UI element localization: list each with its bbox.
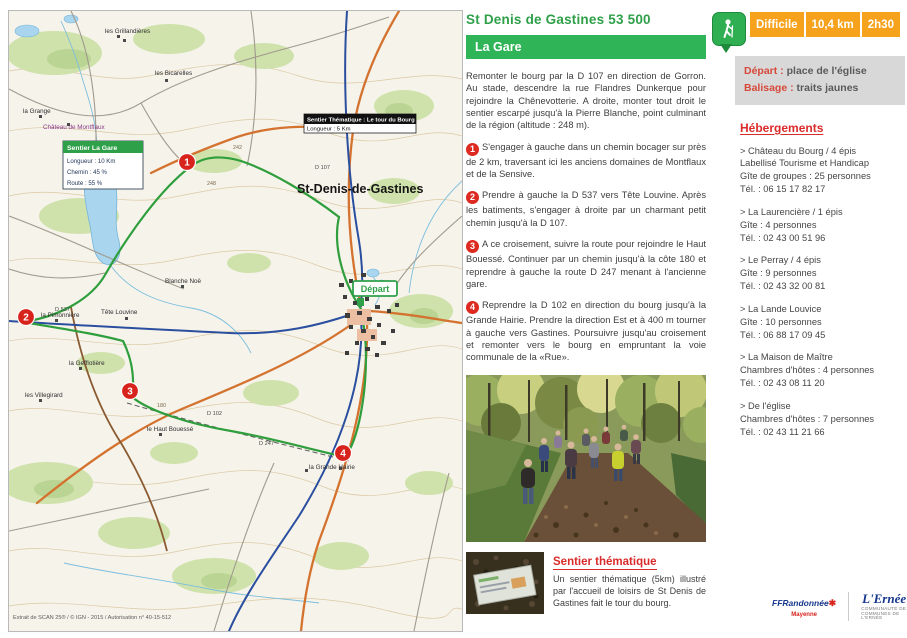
map-label: la Grande Hairie	[309, 464, 355, 471]
ffr-text: FFRandonnée	[772, 598, 829, 609]
depart-line	[744, 63, 896, 80]
list-item	[740, 400, 905, 438]
elevation-label: 248	[207, 181, 216, 187]
heberg-line: > Château du Bourg / 4 épis	[740, 145, 857, 156]
trail-name-banner: La Gare	[466, 35, 706, 59]
ernee-sub-text: COMMUNAUTÉ DE COMMUNES DE L'ERNÉE	[861, 606, 907, 621]
step-number-badge: 1	[466, 143, 479, 156]
svg-text:1: 1	[184, 157, 190, 169]
elevation-label: 242	[233, 145, 242, 151]
ernee-logo	[848, 592, 907, 621]
legend-line: Longueur : 10 Km	[67, 158, 116, 165]
depart-label: Départ	[360, 284, 390, 294]
heberg-line: > De l'église	[740, 400, 791, 411]
description-column	[466, 12, 706, 614]
footer-logos	[772, 592, 907, 621]
intro-paragraph: Remonter le bourg par la D 107 en direction de Gorron. Au stade, descendre la rue Flandres Dunkerque pour rejoindre la Chênevotterie. A droite, monter tout droit le sentier escarpé jusqu'à la Pierre Blanche, point culminant de la région (altitude : 248 m).	[466, 71, 706, 131]
heberg-line: > Le Perray / 4 épis	[740, 255, 821, 266]
map-marker-1	[179, 154, 196, 171]
duration-badge: 2h30	[862, 12, 900, 37]
road-label: D 247	[259, 441, 274, 447]
legend-line: Chemin : 45 %	[67, 169, 107, 176]
list-item	[740, 145, 905, 196]
map-marker-3	[122, 383, 139, 400]
list-item	[740, 351, 905, 389]
legend-line: Route : 55 %	[67, 180, 103, 187]
heberg-line: Tél. : 02 43 11 21 66	[740, 426, 825, 437]
map-label: le Haut Bouessé	[147, 426, 194, 433]
distance-badge: 10,4 km	[806, 12, 860, 37]
step-text: Prendre à gauche la D 537 vers Tête Louvine. Après les batiments, s'engager à droite par un charmant petit chemin jusqu'à la D 107.	[466, 190, 706, 228]
map-marker-2	[18, 309, 35, 326]
step-text: S'engager à gauche dans un chemin bocager sur près de 2 km, traversant ici les anciens domaines de Montflaux et de la Sensive.	[466, 141, 706, 179]
heberg-line: Gîte : 4 personnes	[740, 219, 817, 230]
legend-line: Longueur : 5 Km	[307, 126, 351, 133]
step-3	[466, 238, 706, 290]
heberg-line: Tél. : 02 43 32 00 81	[740, 281, 826, 292]
map-label: Tête Louvine	[101, 309, 138, 316]
map-label: les Villegirard	[25, 392, 63, 399]
heberg-line: Tél. : 06 88 17 09 45	[740, 329, 826, 340]
town-name-label: St-Denis-de-Gastines	[297, 182, 424, 196]
heberg-line: Tél. : 02 43 08 11 20	[740, 378, 825, 389]
step-4	[466, 299, 706, 363]
heberg-line: Chambres d'hôtes : 4 personnes	[740, 365, 875, 376]
heberg-line: Gîte : 10 personnes	[740, 316, 822, 327]
svg-text:4: 4	[340, 448, 346, 460]
elevation-label: 180	[157, 403, 166, 409]
walkers-photo	[466, 375, 706, 542]
info-column	[712, 12, 907, 438]
heberg-line: Tél. : 06 15 17 82 17	[740, 184, 826, 195]
road-label: D 102	[207, 411, 222, 417]
difficulty-badge: Difficile	[750, 12, 804, 37]
sentier-thematique-section	[466, 552, 706, 614]
step-text: Reprendre la D 102 en direction du bourg jusqu'à la Grande Hairie. Prendre la direction Est et à 400 m tourner à gauche vers Gastines. Poursuivre jusqu'au croisement et remonter vers le bourg en empruntant la voie communale de la «Rue».	[466, 300, 706, 363]
balisage-label: Balisage :	[744, 82, 794, 95]
road-label: D 107	[315, 165, 330, 171]
trail-badges	[750, 12, 900, 37]
map-label: les Grillandières	[105, 28, 151, 35]
trail-map	[9, 11, 462, 631]
hebergements-section	[740, 121, 905, 439]
sentier-thematique-title: Sentier thématique	[553, 556, 657, 569]
heberg-line: Chambres d'hôtes : 7 personnes	[740, 413, 875, 424]
hiker-icon	[719, 18, 739, 40]
depart-label: Départ :	[744, 65, 784, 77]
map-label: la Grange	[23, 108, 51, 115]
step-2	[466, 189, 706, 229]
map-label: Château de Montflaux	[43, 124, 105, 131]
list-item	[740, 254, 905, 292]
map-label: la Gefflotière	[69, 360, 105, 367]
sentier-thematique-text: Un sentier thématique (5km) illustré par l'accueil de loisirs de St Denis de Gastines fait le tour du bourg.	[553, 574, 706, 608]
panel-photo	[466, 552, 544, 614]
depart-balisage-box	[735, 56, 905, 105]
legend-sentier-thematique	[304, 114, 416, 133]
step-number-badge: 3	[466, 240, 479, 253]
map-label: les Bicarelles	[155, 70, 193, 77]
heberg-line: > La Maison de Maître	[740, 352, 833, 363]
list-item	[740, 206, 905, 244]
trail-map-panel	[8, 10, 463, 632]
map-label: la Pimonnière	[41, 312, 80, 319]
step-text: A ce croisement, suivre la route pour rejoindre le Haut Bouessé. Continuer par un chemin jusqu'à la côte 180 et reprendre à gauche la route D 247 menant à l'ancienne gare.	[466, 239, 706, 289]
legend-title: Sentier Thématique : Le tour du Bourg	[307, 117, 415, 124]
balisage-value: traits jaunes	[796, 82, 859, 95]
map-label: Blanche Noë	[165, 278, 202, 285]
heberg-line: > La Lande Louvice	[740, 303, 822, 314]
ernee-text: L'Ernée	[862, 591, 907, 606]
step-number-badge: 2	[466, 191, 479, 204]
road-label: D 537	[55, 307, 70, 313]
heberg-line: Gîte : 9 personnes	[740, 268, 817, 279]
badge-row	[712, 12, 907, 46]
svg-text:2: 2	[23, 312, 29, 324]
svg-text:3: 3	[127, 386, 133, 398]
ffr-wordmark	[772, 594, 836, 610]
ffrandonnee-logo	[772, 594, 836, 618]
heberg-line: Gîte de groupes : 25 personnes	[740, 171, 871, 182]
list-item	[740, 303, 905, 341]
depart-value: place de l'église	[786, 65, 867, 77]
legend-sentier-la-gare	[63, 141, 143, 189]
step-number-badge: 4	[466, 301, 479, 314]
heberg-line: Tél. : 02 43 00 51 96	[740, 232, 826, 243]
step-1	[466, 141, 706, 181]
page-title: St Denis de Gastines 53 500	[466, 12, 651, 27]
balisage-line	[744, 80, 896, 97]
walker-mark-icon: ✱	[828, 598, 837, 609]
hiker-pin-icon	[712, 12, 746, 46]
heberg-line: Labellisé Tourisme et Handicap	[740, 158, 870, 169]
ffr-region-text: Mayenne	[791, 612, 817, 619]
map-marker-4	[335, 445, 352, 462]
legend-title: Sentier La Gare	[67, 145, 118, 152]
heberg-line: > La Laurencière / 1 épis	[740, 206, 843, 217]
sentier-thematique-text-block	[553, 552, 706, 609]
map-credit: Extrait de SCAN 25® / © IGN - 2015 / Autorisation n° 40-15-512	[13, 615, 172, 621]
hebergements-title: Hébergements	[740, 120, 824, 135]
